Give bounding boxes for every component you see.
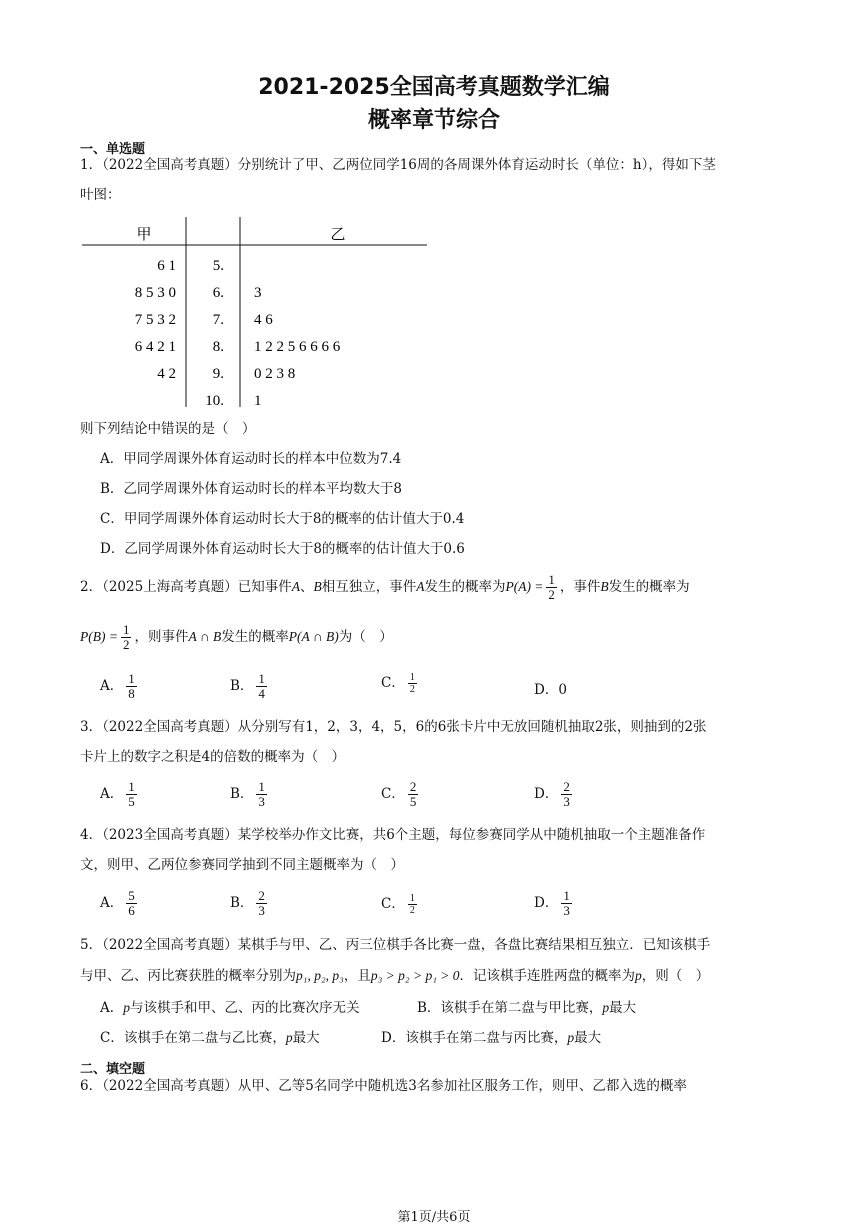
stem-left-leaves: 6 4 2 1 <box>134 339 176 355</box>
q5-option-c[interactable]: C．该棋手在第二盘与乙比赛，p最大 <box>100 1030 320 1046</box>
stem-value: 5. <box>212 258 224 274</box>
q4-option-c[interactable]: C． $\frac{1}{2}$ <box>381 893 415 916</box>
stem-leaf-plot <box>80 215 440 414</box>
q5-line1: 5．（2022全国高考真题）某棋手与甲、乙、丙三位棋手各比赛一盘，各盘比赛结果相互独立．已知该棋手 <box>80 937 711 953</box>
q1-option-b[interactable]: B．乙同学周课外体育运动时长的样本平均数大于8 <box>100 481 403 497</box>
q1-prompt: 则下列结论中错误的是（ ） <box>80 421 256 437</box>
q3-line2: 卡片上的数字之积是4的倍数的概率为（ ） <box>80 749 346 765</box>
q5-option-a[interactable]: A．p与该棋手和甲、乙、丙的比赛次序无关 <box>100 1000 360 1016</box>
q3-option-d[interactable]: D． $\frac{2}{3}$ <box>534 779 570 809</box>
q4-option-d[interactable]: D． $\frac{1}{3}$ <box>534 888 570 918</box>
document-title: 2021-2025全国高考真题数学汇编 <box>258 75 610 100</box>
q1-line1: 1．（2022全国高考真题）分别统计了甲、乙两位同学16周的各周课外体育运动时长（单位：h），得如下茎 <box>80 157 716 173</box>
q2-option-d[interactable]: D．0 <box>534 682 567 698</box>
q4-line1: 4．（2023全国高考真题）某学校举办作文比赛，共6个主题，每位参赛同学从中随机抽取一个主题准备作 <box>80 827 706 843</box>
q2-half-fraction-2: $\frac{1}{2}$ <box>122 622 130 652</box>
q4-line2: 文，则甲、乙两位参赛同学抽到不同主题概率为（ ） <box>80 857 404 873</box>
stem-left-leaves: 7 5 3 2 <box>134 312 176 328</box>
q2-line1: 2．（2025上海高考真题）已知事件A、B相互独立，事件A发生的概率为P(A) = $\frac{1}{2}$ ，事件B发生的概率为 <box>80 572 690 602</box>
stem-right-header: 乙 <box>330 227 346 243</box>
stem-right-leaves: 1 <box>254 393 262 409</box>
stem-value: 6. <box>212 285 224 301</box>
q3-line1: 3．（2022全国高考真题）从分别写有1，2，3，4，5，6的6张卡片中无放回随机抽取2张，则抽到的2张 <box>80 719 707 735</box>
q5-option-b[interactable]: B．该棋手在第二盘与甲比赛，p最大 <box>417 1000 637 1016</box>
stem-left-leaves: 4 2 <box>157 366 176 382</box>
q1-option-c[interactable]: C．甲同学周课外体育运动时长大于8的概率的估计值大于0.4 <box>100 511 465 527</box>
q5-option-d[interactable]: D．该棋手在第二盘与丙比赛，p最大 <box>381 1030 602 1046</box>
q2-option-c[interactable]: C． $\frac{1}{2}$ <box>381 672 415 695</box>
q2-pa: P(A) = <box>505 579 544 594</box>
document-subtitle: 概率章节综合 <box>367 108 500 133</box>
q2-option-b[interactable]: B． $\frac{1}{4}$ <box>230 671 265 701</box>
section-fill-in: 二、填空题 <box>80 1062 146 1077</box>
q1-option-a[interactable]: A．甲同学周课外体育运动时长的样本中位数为7.4 <box>100 451 402 467</box>
q3-option-c[interactable]: C． $\frac{2}{5}$ <box>381 779 417 809</box>
stem-left-leaves: 8 5 3 0 <box>134 285 176 301</box>
q4-option-b[interactable]: B． $\frac{2}{3}$ <box>230 888 265 918</box>
q1-line2: 叶图： <box>80 187 121 203</box>
stem-value: 7. <box>212 312 224 328</box>
stem-right-leaves: 1 2 2 5 6 6 6 6 <box>254 339 341 355</box>
stem-right-leaves: 4 6 <box>254 312 273 328</box>
q2-line2: P(B) = $\frac{1}{2}$ ，则事件A ∩ B发生的概率P(A ∩ B)为（ ） <box>80 622 393 652</box>
q3-option-b[interactable]: B． $\frac{1}{3}$ <box>230 779 265 809</box>
stem-right-leaves: 3 <box>254 285 262 301</box>
q2-pb: P(B) = <box>80 629 118 644</box>
q3-option-a[interactable]: A． $\frac{1}{5}$ <box>100 779 135 809</box>
q5-line2: 与甲、乙、丙比赛获胜的概率分别为p₁, p₂, p₃，且p₃ > p₂ > p₁ > 0．记该棋手连胜两盘的概率为p，则（ ） <box>80 968 710 984</box>
stem-value: 10. <box>205 393 224 409</box>
q1-option-d[interactable]: D．乙同学周课外体育运动时长大于8的概率的估计值大于0.6 <box>100 541 465 557</box>
stem-value: 9. <box>212 366 224 382</box>
stem-value: 8. <box>212 339 224 355</box>
section-single-choice: 一、单选题 <box>80 142 146 157</box>
stem-rows <box>135 258 341 409</box>
stem-right-leaves: 0 2 3 8 <box>254 366 296 382</box>
stem-left-header: 甲 <box>136 227 152 243</box>
page-footer: 第1页/共6页 <box>397 1210 471 1225</box>
q2-half-fraction: $\frac{1}{2}$ <box>548 572 555 602</box>
q6-line1: 6．（2022全国高考真题）从甲、乙等5名同学中随机选3名参加社区服务工作，则甲、乙都入选的概率 <box>80 1078 687 1094</box>
stem-left-leaves: 6 1 <box>157 258 176 274</box>
q4-option-a[interactable]: A． $\frac{5}{6}$ <box>100 888 135 918</box>
q2-option-a[interactable]: A． $\frac{1}{8}$ <box>100 671 135 701</box>
